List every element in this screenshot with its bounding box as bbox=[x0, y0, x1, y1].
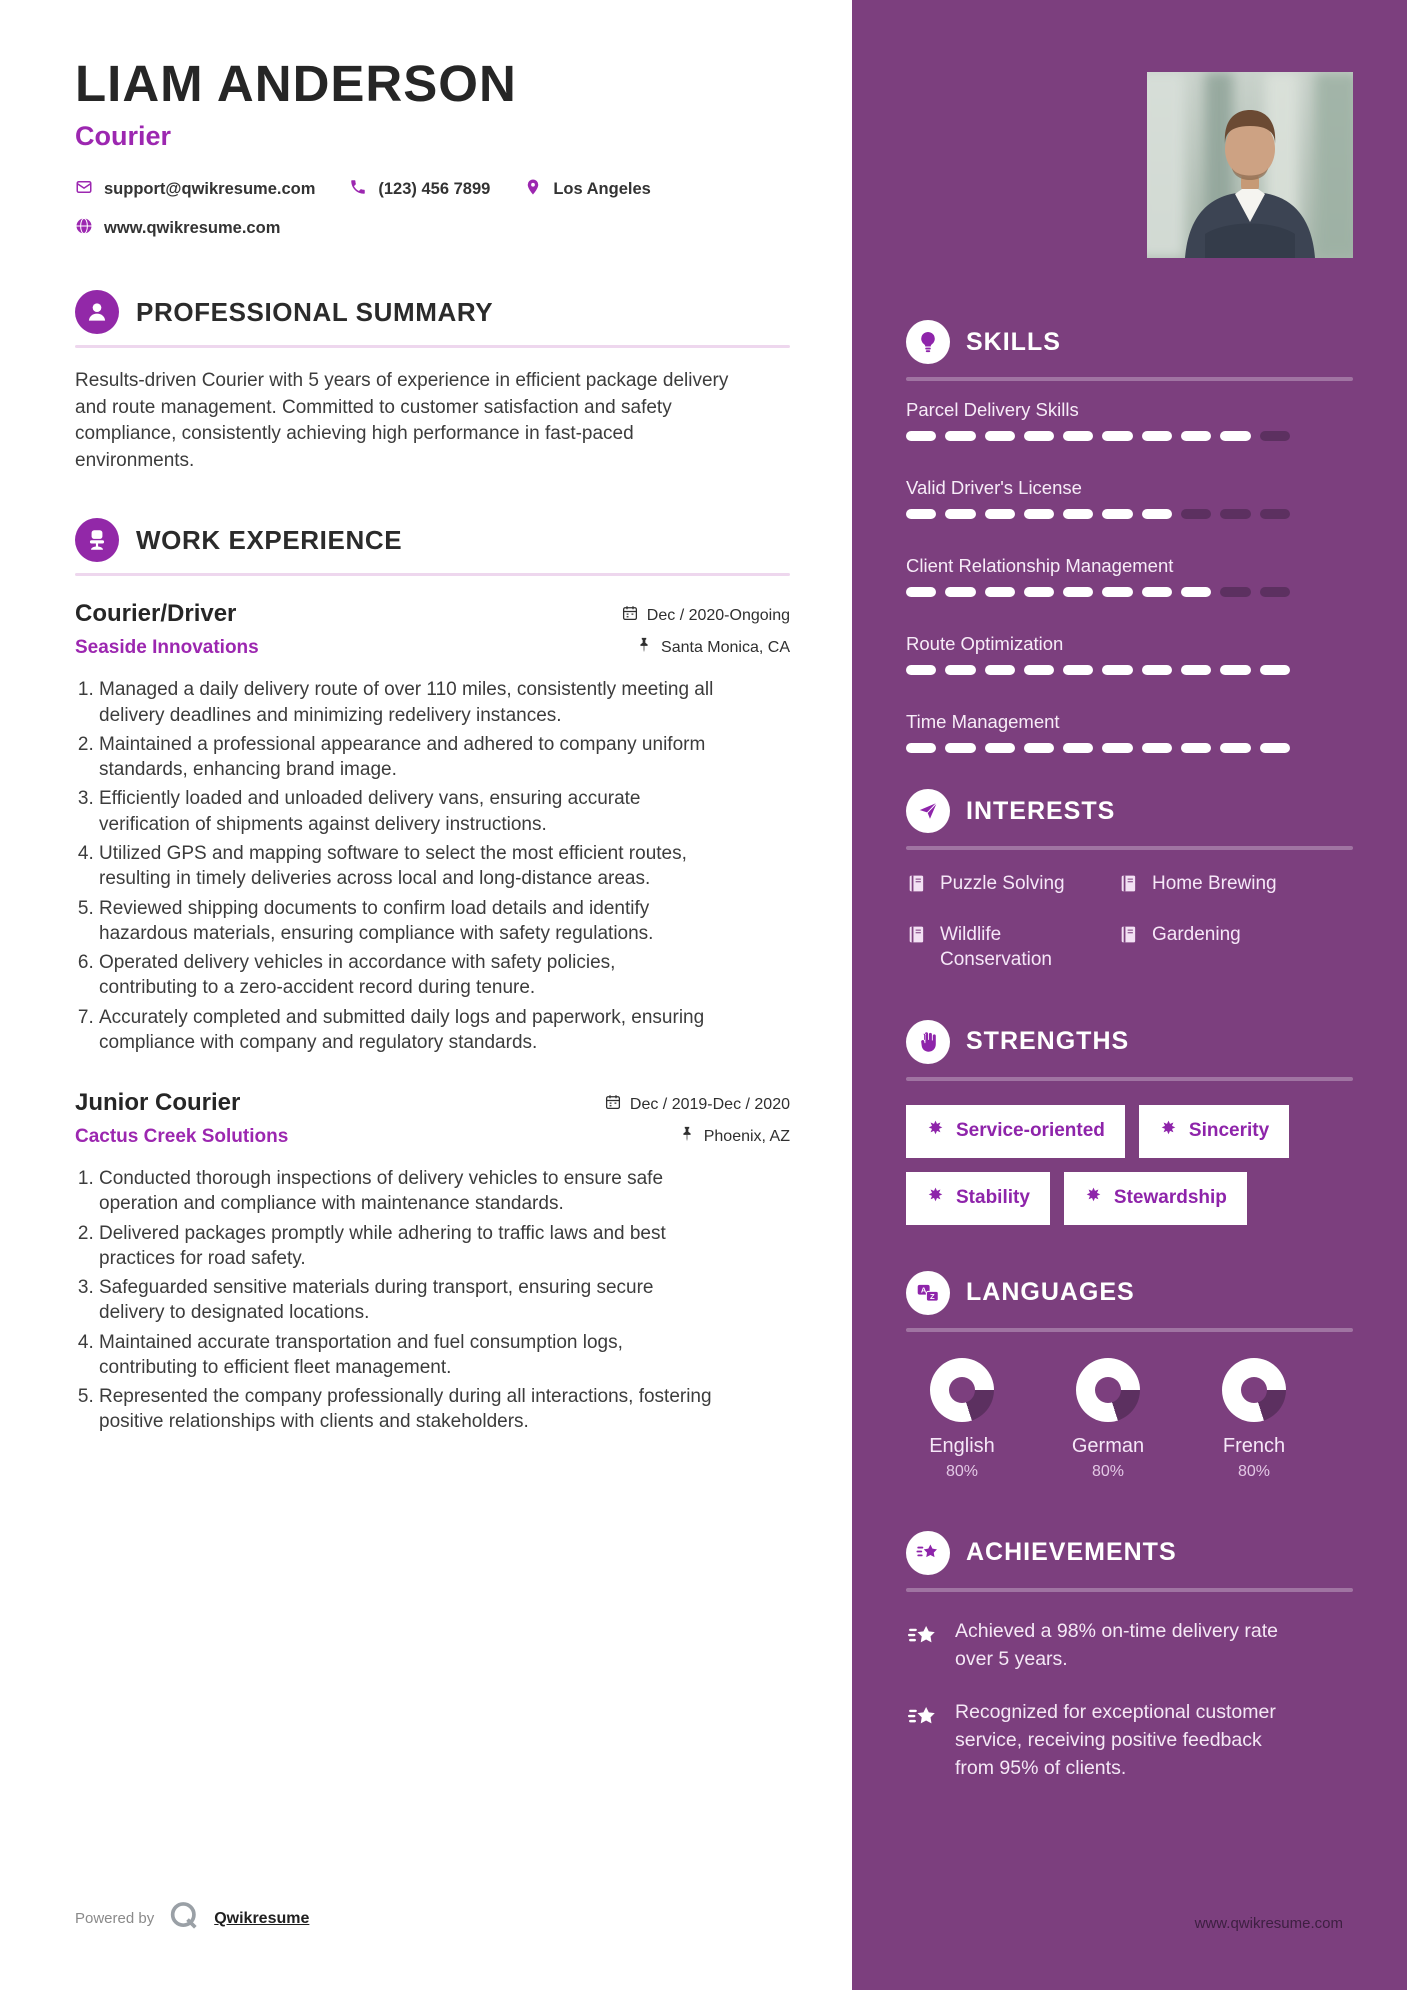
language-item: French 80% bbox=[1198, 1358, 1310, 1481]
book-icon bbox=[1118, 872, 1139, 901]
language-item: English 80% bbox=[906, 1358, 1018, 1481]
sidebar bbox=[852, 0, 1407, 1990]
skill-bar bbox=[906, 509, 1290, 519]
skill-bar-segment bbox=[1024, 743, 1054, 753]
job-head bbox=[75, 1089, 790, 1148]
interests-heading: INTERESTS bbox=[966, 796, 1116, 825]
job-entry bbox=[75, 600, 790, 1055]
skill-bar-segment bbox=[906, 665, 936, 675]
job-bullet: 2. Maintained a professional appearance and adhered to company uniform standards, enhancing brand image. bbox=[99, 732, 715, 783]
job-bullet: 1. Conducted thorough inspections of delivery vehicles to ensure safe operation and compliance with maintenance standards. bbox=[99, 1166, 715, 1217]
section-underline bbox=[906, 1077, 1353, 1081]
skill-bar-segment bbox=[1220, 431, 1250, 441]
job-entry bbox=[75, 1089, 790, 1435]
skill-bar-segment bbox=[1024, 587, 1054, 597]
skill-bar-segment bbox=[1181, 743, 1211, 753]
job-company: Cactus Creek Solutions bbox=[75, 1126, 289, 1148]
job-dates: Dec / 2019-Dec / 2020 bbox=[604, 1093, 790, 1116]
language-percent: 80% bbox=[1237, 1462, 1271, 1480]
language-percent: 80% bbox=[1091, 1462, 1125, 1480]
job-bullet: 4. Maintained accurate transportation and fuel consumption logs, contributing to efficient fleet management. bbox=[99, 1330, 715, 1381]
job-location: Phoenix, AZ bbox=[678, 1125, 790, 1148]
interest-item: Wildlife Conservation bbox=[906, 923, 1118, 972]
skill-bar-segment bbox=[1063, 509, 1093, 519]
skill-bar bbox=[906, 587, 1290, 597]
strength-chip[interactable]: Stewardship bbox=[1064, 1172, 1247, 1225]
skill-bar-segment bbox=[1220, 587, 1250, 597]
achievement-item: Achieved a 98% on-time delivery rate over 5 years. bbox=[906, 1618, 1353, 1673]
envelope-icon bbox=[75, 178, 93, 201]
office-chair-icon bbox=[75, 518, 119, 562]
achievements-section-header bbox=[906, 1531, 1353, 1575]
skill-bar-segment bbox=[1063, 431, 1093, 441]
job-bullet: 3. Safeguarded sensitive materials during transport, ensuring secure delivery to designated locations. bbox=[99, 1275, 715, 1326]
starburst-icon bbox=[1159, 1119, 1178, 1144]
strength-chip[interactable]: Service-oriented bbox=[906, 1105, 1125, 1158]
skill-bar-segment bbox=[906, 509, 936, 519]
language-donut-chart bbox=[1076, 1358, 1140, 1422]
skills-section-header bbox=[906, 320, 1353, 364]
experience-header bbox=[75, 518, 790, 562]
job-head bbox=[75, 600, 790, 659]
achievements-heading: ACHIEVEMENTS bbox=[966, 1538, 1177, 1567]
skill-bar-segment bbox=[1063, 743, 1093, 753]
skill-bar-segment bbox=[906, 587, 936, 597]
svg-text:Z: Z bbox=[930, 1292, 935, 1302]
interest-item: Gardening bbox=[1118, 923, 1353, 972]
skill-item: Time Management bbox=[906, 711, 1353, 753]
skill-bar-segment bbox=[1063, 587, 1093, 597]
contact-row bbox=[75, 178, 790, 201]
job-title: Junior Courier bbox=[75, 1089, 241, 1117]
section-underline bbox=[906, 377, 1353, 381]
job-dates: Dec / 2020-Ongoing bbox=[621, 604, 790, 627]
contact-phone bbox=[349, 178, 490, 201]
pushpin-icon bbox=[678, 1125, 696, 1148]
languages-section-header bbox=[906, 1271, 1353, 1315]
job-title: Courier/Driver bbox=[75, 600, 237, 628]
job-bullets bbox=[75, 677, 715, 1055]
section-underline bbox=[906, 1328, 1353, 1332]
sidebar-footer-website[interactable]: www.qwikresume.com bbox=[1194, 1915, 1343, 1932]
skill-bar-segment bbox=[1142, 431, 1172, 441]
skill-item: Route Optimization bbox=[906, 633, 1353, 675]
contact-phone-text: (123) 456 7899 bbox=[378, 180, 491, 198]
contact-website[interactable] bbox=[75, 217, 280, 240]
skill-bar bbox=[906, 743, 1290, 753]
skill-bar-segment bbox=[1142, 665, 1172, 675]
job-bullet: 5. Reviewed shipping documents to confirm load details and identify hazardous materials, ensuring compliance with safety regulations. bbox=[99, 896, 715, 947]
footer bbox=[75, 1899, 309, 1938]
skill-bar-segment bbox=[1024, 431, 1054, 441]
experience-heading: WORK EXPERIENCE bbox=[136, 524, 403, 555]
contact-website-text: www.qwikresume.com bbox=[104, 219, 281, 237]
job-bullets bbox=[75, 1166, 715, 1435]
job-meta bbox=[604, 1089, 790, 1148]
skills-list bbox=[906, 399, 1353, 753]
skill-bar-segment bbox=[1260, 431, 1290, 441]
interests-list bbox=[906, 872, 1353, 972]
starburst-icon bbox=[1084, 1186, 1103, 1211]
language-percent: 80% bbox=[945, 1462, 979, 1480]
job-bullet: 6. Operated delivery vehicles in accordance with safety policies, contributing to a zero-accident record during tenure. bbox=[99, 950, 715, 1001]
skill-item: Parcel Delivery Skills bbox=[906, 399, 1353, 441]
book-icon bbox=[906, 923, 927, 972]
skill-bar-segment bbox=[1102, 431, 1132, 441]
skill-bar-segment bbox=[1024, 509, 1054, 519]
skill-bar-segment bbox=[1260, 509, 1290, 519]
contact-location-text: Los Angeles bbox=[553, 180, 651, 198]
strengths-list bbox=[906, 1105, 1353, 1225]
skill-bar-segment bbox=[985, 587, 1015, 597]
skill-bar-segment bbox=[1220, 743, 1250, 753]
job-bullet: 4. Utilized GPS and mapping software to select the most efficient routes, resulting in timely deliveries across local and long-distance areas. bbox=[99, 841, 715, 892]
languages-heading: LANGUAGES bbox=[966, 1278, 1135, 1307]
skill-bar-segment bbox=[1024, 665, 1054, 675]
summary-heading: PROFESSIONAL SUMMARY bbox=[136, 296, 494, 327]
skill-bar-segment bbox=[985, 509, 1015, 519]
achievement-item: Recognized for exceptional customer service, receiving positive feedback from 95% of clients. bbox=[906, 1699, 1353, 1782]
skill-bar-segment bbox=[985, 665, 1015, 675]
skill-bar-segment bbox=[1063, 665, 1093, 675]
globe-icon bbox=[75, 217, 93, 240]
job-location: Santa Monica, CA bbox=[635, 636, 790, 659]
summary-text: Results-driven Courier with 5 years of experience in efficient package delivery and route management. Committed to customer satisfaction and safety compliance, consistently achieving high performance in fast-paced environments. bbox=[75, 370, 729, 471]
summary-section bbox=[75, 290, 790, 474]
achievements-list bbox=[906, 1618, 1353, 1782]
section-underline bbox=[906, 1588, 1353, 1592]
contact-row-2 bbox=[75, 217, 790, 240]
book-icon bbox=[1118, 923, 1139, 972]
skill-bar-segment bbox=[1102, 665, 1132, 675]
shooting-star-icon bbox=[906, 1618, 940, 1673]
location-pin-icon bbox=[524, 178, 542, 201]
strengths-heading: STRENGTHS bbox=[966, 1027, 1130, 1056]
job-bullet: 5. Represented the company professionally during all interactions, fostering positive relationships with clients and stakeholders. bbox=[99, 1384, 715, 1435]
skill-item: Client Relationship Management bbox=[906, 555, 1353, 597]
strengths-section-header bbox=[906, 1020, 1353, 1064]
profile-photo bbox=[1147, 72, 1353, 258]
skills-heading: SKILLS bbox=[966, 327, 1061, 356]
skill-bar-segment bbox=[1102, 587, 1132, 597]
starburst-icon bbox=[926, 1186, 945, 1211]
job-bullet: 1. Managed a daily delivery route of over 110 miles, consistently meeting all delivery deadlines and minimizing redelivery instances. bbox=[99, 677, 715, 728]
language-donut-chart bbox=[930, 1358, 994, 1422]
skill-bar-segment bbox=[906, 743, 936, 753]
paper-plane-icon bbox=[906, 789, 950, 833]
skill-bar-segment bbox=[1260, 743, 1290, 753]
fist-icon bbox=[906, 1020, 950, 1064]
skill-bar-segment bbox=[1260, 665, 1290, 675]
contact-email[interactable] bbox=[75, 178, 315, 201]
job-bullet: 3. Efficiently loaded and unloaded delivery vans, ensuring accurate verification of shipments against delivery instructions. bbox=[99, 786, 715, 837]
skill-bar-segment bbox=[945, 431, 975, 441]
shooting-star-icon bbox=[906, 1531, 950, 1575]
person-icon bbox=[75, 290, 119, 334]
skill-bar-segment bbox=[1260, 587, 1290, 597]
phone-icon bbox=[349, 178, 367, 201]
job-bullet: 2. Delivered packages promptly while adhering to traffic laws and best practices for road safety. bbox=[99, 1221, 715, 1272]
skill-bar-segment bbox=[945, 509, 975, 519]
person-role: Courier bbox=[75, 121, 172, 151]
skill-item: Valid Driver's License bbox=[906, 477, 1353, 519]
book-icon bbox=[906, 872, 927, 901]
strength-chip[interactable]: Sincerity bbox=[1139, 1105, 1289, 1158]
interests-section-header bbox=[906, 789, 1353, 833]
skill-bar-segment bbox=[985, 743, 1015, 753]
skill-bar-segment bbox=[906, 431, 936, 441]
skill-bar-segment bbox=[1181, 509, 1211, 519]
skill-bar bbox=[906, 431, 1290, 441]
starburst-icon bbox=[926, 1119, 945, 1144]
skill-bar-segment bbox=[1142, 587, 1172, 597]
skill-bar-segment bbox=[1220, 509, 1250, 519]
skill-bar-segment bbox=[1181, 431, 1211, 441]
skill-bar-segment bbox=[945, 587, 975, 597]
skill-bar-segment bbox=[1102, 509, 1132, 519]
language-donut-chart bbox=[1222, 1358, 1286, 1422]
skill-bar-segment bbox=[1181, 587, 1211, 597]
interest-item: Puzzle Solving bbox=[906, 872, 1118, 901]
job-bullet: 7. Accurately completed and submitted daily logs and paperwork, ensuring compliance with company and regulatory standards. bbox=[99, 1005, 715, 1056]
shooting-star-icon bbox=[906, 1699, 940, 1782]
skill-bar-segment bbox=[945, 743, 975, 753]
contact-location bbox=[524, 178, 651, 201]
skill-bar bbox=[906, 665, 1290, 675]
section-underline bbox=[75, 345, 790, 348]
skill-bar-segment bbox=[1102, 743, 1132, 753]
skill-bar-segment bbox=[1181, 665, 1211, 675]
section-underline bbox=[75, 573, 790, 576]
pushpin-icon bbox=[635, 636, 653, 659]
experience-section bbox=[75, 518, 790, 1434]
skill-bar-segment bbox=[945, 665, 975, 675]
skill-bar-segment bbox=[1142, 509, 1172, 519]
job-company: Seaside Innovations bbox=[75, 637, 259, 659]
interest-item: Home Brewing bbox=[1118, 872, 1353, 901]
language-item: German 80% bbox=[1052, 1358, 1164, 1481]
job-meta bbox=[621, 600, 790, 659]
contact-email-text: support@qwikresume.com bbox=[104, 180, 316, 198]
languages-list bbox=[906, 1358, 1353, 1481]
lightbulb-icon bbox=[906, 320, 950, 364]
calendar-icon bbox=[604, 1093, 622, 1116]
skill-bar-segment bbox=[985, 431, 1015, 441]
svg-text:A: A bbox=[920, 1285, 927, 1295]
person-name: LIAM ANDERSON bbox=[75, 55, 517, 112]
translate-icon bbox=[906, 1271, 950, 1315]
calendar-icon bbox=[621, 604, 639, 627]
summary-header bbox=[75, 290, 790, 334]
qwikresume-logo bbox=[167, 1899, 201, 1938]
skill-bar-segment bbox=[1220, 665, 1250, 675]
section-underline bbox=[906, 846, 1353, 850]
skill-bar-segment bbox=[1142, 743, 1172, 753]
strength-chip[interactable]: Stability bbox=[906, 1172, 1050, 1225]
qwikresume-link[interactable]: Qwikresume bbox=[214, 1909, 310, 1927]
powered-by-label: Powered by bbox=[75, 1910, 155, 1927]
